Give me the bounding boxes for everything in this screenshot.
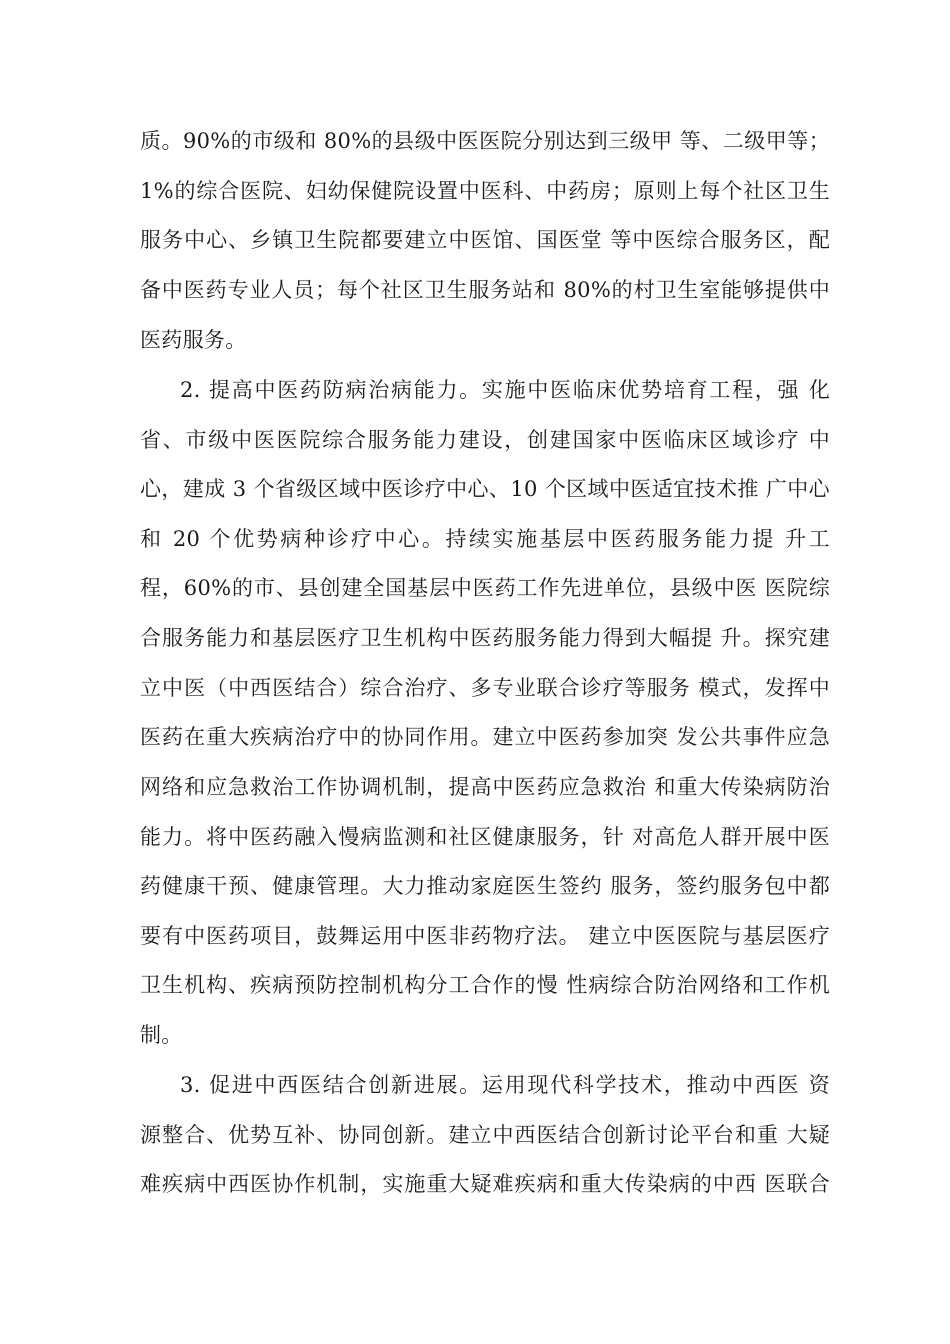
text-line: 医药服务。 <box>140 328 247 352</box>
text-line: 能力。将中医药融入慢病监测和社区健康服务，针 对高危人群开展中医 <box>140 825 830 849</box>
text-line: 医药在重大疾病治疗中的协同作用。建立中医药参加突 发公共事件应急 <box>140 725 830 749</box>
text-line: 和 20 个优势病种诊疗中心。持续实施基层中医药服务能力提 升工 <box>140 527 830 551</box>
text-line: 难疾病中西医协作机制，实施重大疑难疾病和重大传染病的中西 医联合 <box>140 1172 830 1196</box>
text-line: 3. 促进中西医结合创新进展。运用现代科学技术，推动中西医 资 <box>180 1073 830 1097</box>
text-line: 药健康干预、健康管理。大力推动家庭医生签约 服务，签约服务包中都 <box>140 874 830 898</box>
text-line: 2. 提高中医药防病治病能力。实施中医临床优势培育工程，强 化 <box>180 378 830 402</box>
text-line: 心，建成 3 个省级区域中医诊疗中心、10 个区域中医适宜技术推 广中心 <box>140 477 830 501</box>
text-line: 省、市级中医医院综合服务能力建设，创建国家中医临床区域诊疗 中 <box>140 428 830 452</box>
text-line: 卫生机构、疾病预防控制机构分工合作的慢 性病综合防治网络和工作机 <box>140 973 830 997</box>
text-line: 合服务能力和基层医疗卫生机构中医药服务能力得到大幅提 升。探究建 <box>140 626 830 650</box>
text-line: 质。90%的市级和 80%的县级中医医院分别达到三级甲 等、二级甲等； <box>140 129 830 153</box>
text-line: 网络和应急救治工作协调机制，提高中医药应急救治 和重大传染病防治 <box>140 775 830 799</box>
text-line: 制。 <box>140 1023 183 1047</box>
text-line: 服务中心、乡镇卫生院都要建立中医馆、国医堂 等中医综合服务区，配 <box>140 228 830 252</box>
text-line: 程，60%的市、县创建全国基层中医药工作先进单位，县级中医 医院综 <box>140 576 830 600</box>
text-line: 立中医（中西医结合）综合治疗、多专业联合诊疗等服务 模式，发挥中 <box>140 676 830 700</box>
text-line: 源整合、优势互补、协同创新。建立中西医结合创新讨论平台和重 大疑 <box>140 1123 830 1147</box>
text-line: 要有中医药项目，鼓舞运用中医非药物疗法。 建立中医医院与基层医疗 <box>140 924 830 948</box>
text-line: 备中医药专业人员；每个社区卫生服务站和 80%的村卫生室能够提供中 <box>140 278 830 302</box>
text-line: 1%的综合医院、妇幼保健院设置中医科、中药房；原则上每个社区卫生 <box>140 179 830 203</box>
